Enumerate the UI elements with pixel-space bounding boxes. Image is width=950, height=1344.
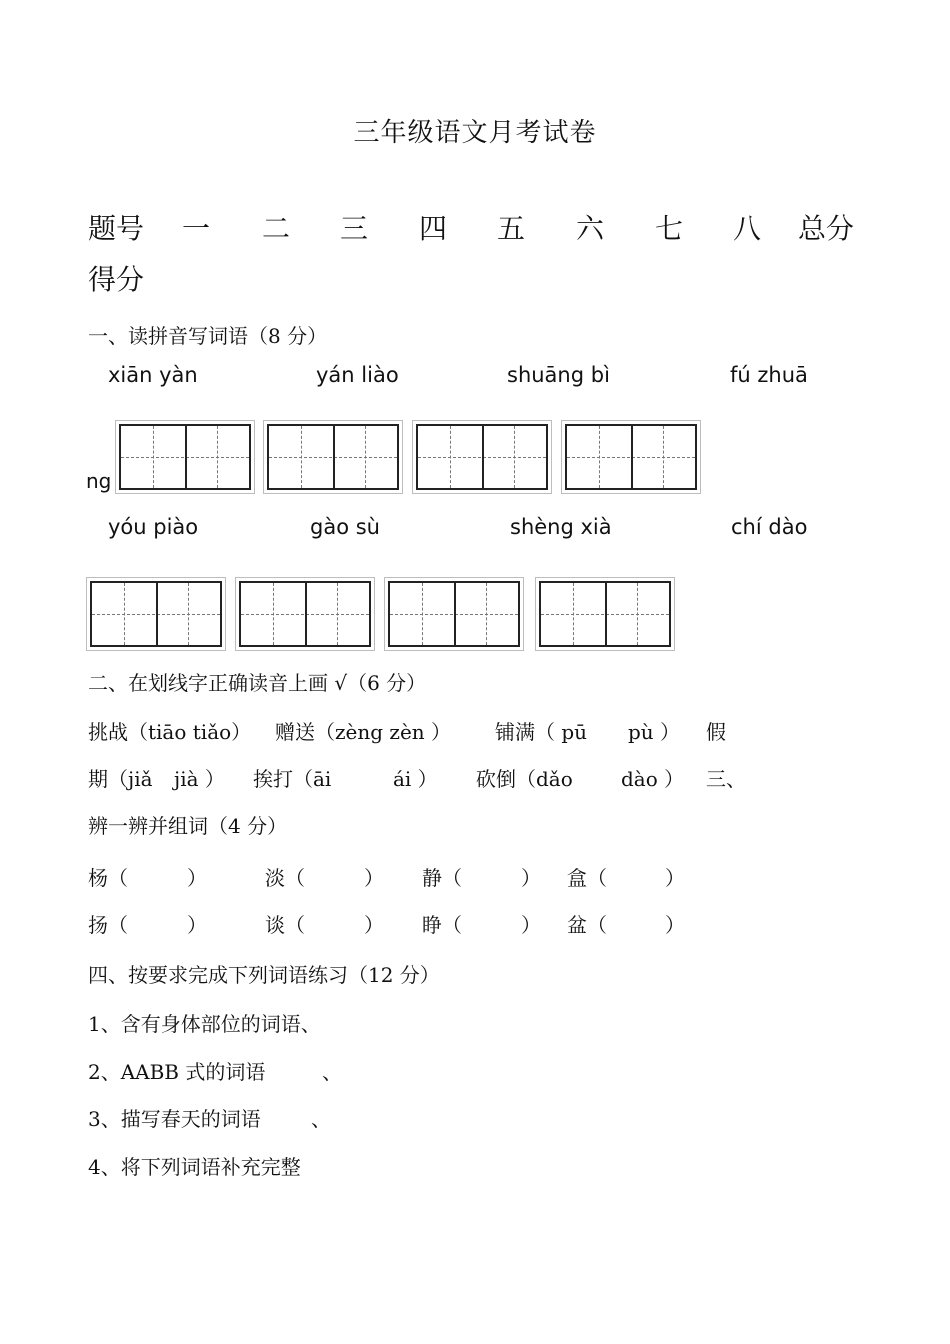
writing-grid[interactable]	[535, 577, 675, 651]
score-header-cell: 总分	[798, 212, 855, 245]
word-blank[interactable]: ）	[187, 913, 207, 937]
score-header-cell: 四	[419, 212, 448, 245]
pronunciation-item: pù ）	[628, 720, 681, 744]
word-item: 盆（	[567, 913, 607, 937]
exercise-item: 2、AABB 式的词语	[88, 1060, 266, 1084]
word-blank[interactable]: ）	[521, 913, 541, 937]
exercise-item: 1、含有身体部位的词语、	[88, 1012, 321, 1036]
pronunciation-item: 铺满（ pū	[495, 720, 588, 744]
score-header-cell: 二	[262, 212, 291, 245]
pinyin-prompt: gào sù	[310, 515, 380, 539]
word-item: 盒（	[567, 866, 607, 890]
section4-heading: 四、按要求完成下列词语练习（12 分）	[88, 963, 440, 987]
pinyin-prompt: fú zhuā	[730, 363, 808, 387]
pronunciation-item: dào ）	[621, 767, 685, 791]
score-row-label: 得分	[88, 263, 145, 296]
pinyin-prompt: yán liào	[316, 363, 399, 387]
pronunciation-item: jià ）	[174, 767, 225, 791]
pinyin-prompt: xiān yàn	[108, 363, 198, 387]
word-item: 杨（	[88, 866, 128, 890]
score-header-cell: 六	[576, 212, 605, 245]
pronunciation-item: 赠送（zèng zèn ）	[275, 720, 452, 744]
writing-grid[interactable]	[412, 420, 552, 494]
writing-grid[interactable]	[384, 577, 524, 651]
pronunciation-item: 三、	[706, 767, 746, 791]
word-blank[interactable]: ）	[521, 866, 541, 890]
section1-heading: 一、读拼音写词语（8 分）	[88, 324, 328, 348]
pinyin-prompt: chí dào	[731, 515, 808, 539]
writing-grid[interactable]	[235, 577, 375, 651]
pinyin-prompt: yóu piào	[108, 515, 199, 539]
pronunciation-item: 期（jiǎ	[88, 767, 153, 791]
word-item: 谈（	[265, 913, 305, 937]
word-item: 静（	[422, 866, 462, 890]
score-header-cell: 五	[497, 212, 526, 245]
pronunciation-item: ái ）	[393, 767, 438, 791]
pinyin-prompt: shèng xià	[510, 515, 612, 539]
pronunciation-item: 砍倒（dǎo	[476, 767, 573, 791]
pronunciation-item: 挨打（āi	[253, 767, 332, 791]
writing-grid[interactable]	[115, 420, 255, 494]
word-item: 扬（	[88, 913, 128, 937]
word-item: 淡（	[265, 866, 305, 890]
writing-grid[interactable]	[86, 577, 226, 651]
score-header-cell: 一	[182, 212, 211, 245]
exercise-item: 3、描写春天的词语	[88, 1107, 261, 1131]
writing-grid[interactable]	[263, 420, 403, 494]
page-title: 三年级语文月考试卷	[353, 118, 597, 148]
word-blank[interactable]: ）	[364, 866, 384, 890]
writing-grid[interactable]	[561, 420, 701, 494]
word-item: 睁（	[422, 913, 462, 937]
word-blank[interactable]: ）	[364, 913, 384, 937]
score-header-cell: 题号	[88, 212, 145, 245]
section2-heading: 二、在划线字正确读音上画 √（6 分）	[88, 671, 427, 695]
section3-heading: 辨一辨并组词（4 分）	[88, 814, 288, 838]
pinyin-fragment: ng	[86, 469, 112, 493]
score-header-cell: 八	[733, 212, 762, 245]
exercise-separator: 、	[311, 1107, 331, 1131]
word-blank[interactable]: ）	[665, 866, 685, 890]
score-header-cell: 三	[340, 212, 369, 245]
exercise-separator: 、	[322, 1060, 342, 1084]
exercise-item: 4、将下列词语补充完整	[88, 1155, 301, 1179]
pronunciation-item: 挑战（tiāo tiǎo）	[88, 720, 252, 744]
pinyin-prompt: shuāng bì	[507, 363, 610, 387]
score-header-cell: 七	[655, 212, 684, 245]
word-blank[interactable]: ）	[187, 866, 207, 890]
pronunciation-item: 假	[706, 720, 726, 744]
word-blank[interactable]: ）	[665, 913, 685, 937]
